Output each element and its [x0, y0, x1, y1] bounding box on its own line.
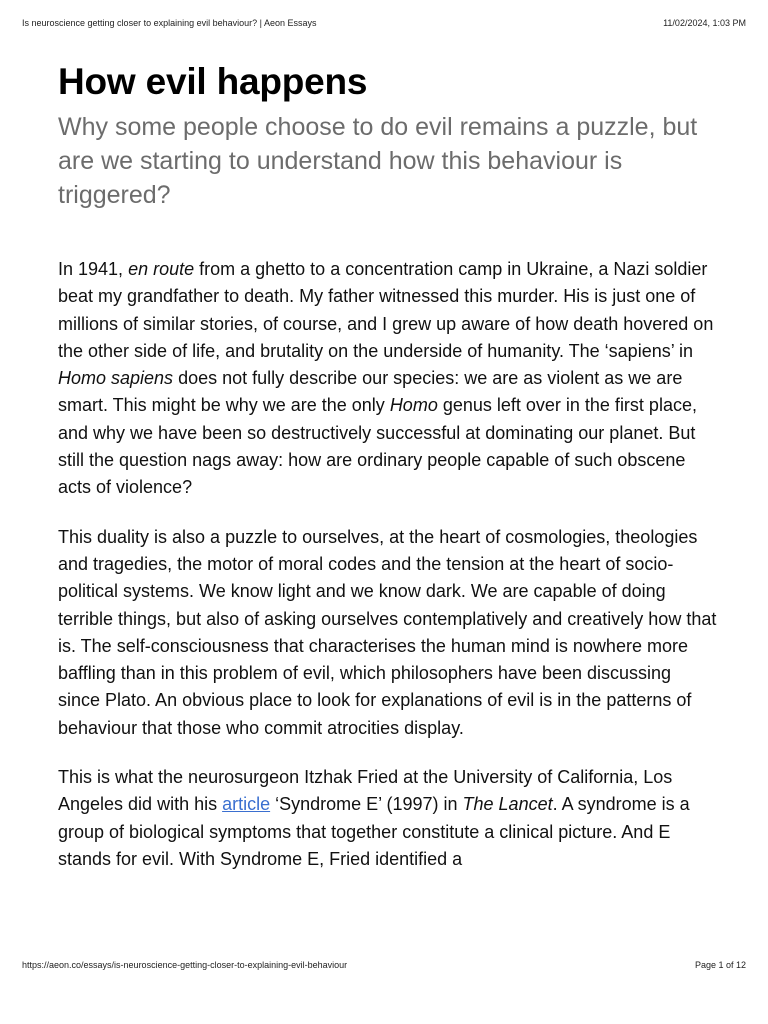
p1-text-2: from a ghetto to a concentration camp in Ukraine, a Nazi soldier beat my grandfather to death. My father witnessed this murder. His is just one of millions of similar stories, of course, and I grew up aware of how death hovered on the other side of life, and brutality on the underside of humanity. The ‘sapiens’ in — [58, 259, 714, 361]
print-datetime: 11/02/2024, 1:03 PM — [663, 18, 746, 28]
p3-emphasis-1: The Lancet — [462, 794, 553, 815]
p3-text-3: . A syndrome is a group of biological symptoms that together constitute a clinical picture. And E stands for evil. With Syndrome E, Fried identified a — [58, 794, 690, 869]
paragraph-1 — [58, 256, 718, 502]
p1-emphasis-2: Homo sapiens — [58, 368, 174, 389]
p1-text-3: does not fully describe our species: we are as violent as we are smart. This might be why we are the only — [58, 368, 683, 416]
print-footer — [22, 960, 746, 974]
article-subtitle: Why some people choose to do evil remains a puzzle, but are we starting to understand how this behaviour is triggered? — [58, 113, 698, 209]
p3-text-1: This is what the neurosurgeon Itzhak Fried at the University of California, Los Angeles did with his — [58, 767, 673, 815]
paragraph-3 — [58, 764, 718, 873]
p1-emphasis-1: en route — [128, 259, 195, 279]
page-number: Page 1 of 12 — [694, 960, 746, 970]
article-link[interactable]: article — [222, 794, 271, 815]
page-url: https://aeon.co/essays/is-neuroscience-getting-closer-to-explaining-evil-behaviour — [22, 960, 348, 970]
p1-text-4: genus left over in the first place, and why we have been so destructively successful at dominating our planet. But still the question nags away: how are ordinary people capable of such obscene acts of violence? — [58, 395, 697, 498]
p1-emphasis-3: Homo — [389, 395, 438, 416]
article-title: How evil happens — [58, 61, 368, 102]
print-header — [22, 18, 746, 32]
p3-text-2: ‘Syndrome E’ (1997) in — [270, 794, 463, 815]
article — [58, 58, 718, 873]
paragraph-2: This duality is also a puzzle to ourselves, at the heart of cosmologies, theologies and tragedies, the motor of moral codes and the tension at the heart of socio-political systems. We know light and we know dark. We are capable of doing terrible things, but also of asking ourselves contemplatively and creatively how that is. The self-consciousness that characterises the human mind is nowhere more baffling than in this problem of evil, which philosophers have been discussing since Plato. An obvious place to look for explanations of evil is in the patterns of behaviour that those who commit atrocities display. — [58, 526, 717, 738]
p1-text-1: In 1941, — [58, 259, 129, 279]
page-title-header: Is neuroscience getting closer to explaining evil behaviour? | Aeon Essays — [22, 18, 317, 28]
